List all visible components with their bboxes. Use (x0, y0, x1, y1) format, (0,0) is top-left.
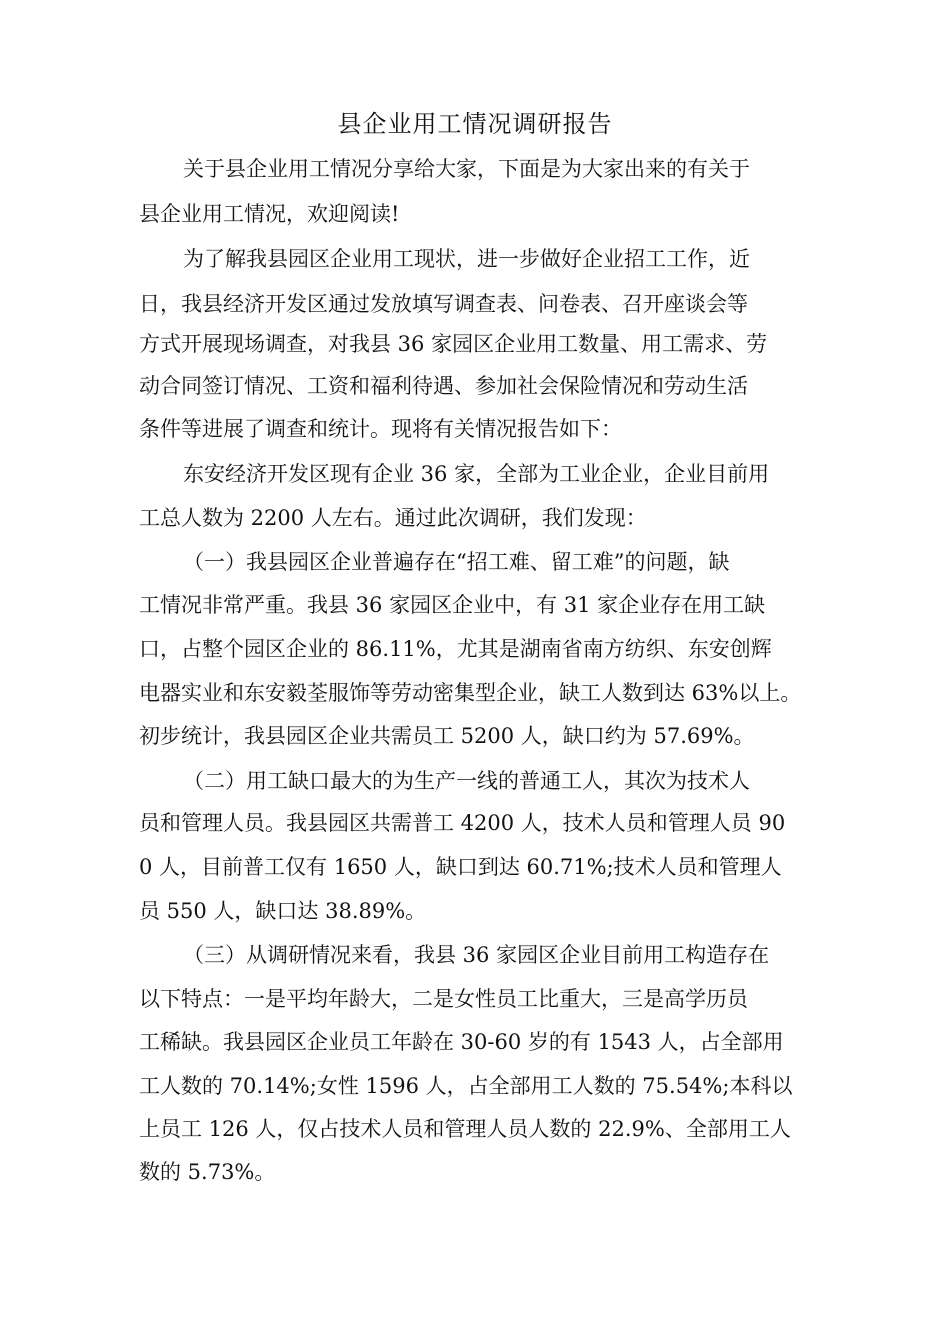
paragraph-2-line-5: 条件等进展了调查和统计。现将有关情况报告如下： (139, 417, 622, 441)
paragraph-6-line-3: 工稀缺。我县园区企业员工年龄在 30-60 岁的有 1543 人，占全部用 (139, 1030, 784, 1054)
paragraph-5-line-2: 员和管理人员。我县园区共需普工 4200 人，技术人员和管理人员 90 (139, 811, 786, 835)
paragraph-6-line-4: 工人数的 70.14%;女性 1596 人，占全部用工人数的 75.54%;本科以 (139, 1074, 793, 1098)
document-title: 县企业用工情况调研报告 (337, 110, 613, 138)
paragraph-2-line-3: 方式开展现场调查，对我县 36 家园区企业用工数量、用工需求、劳 (139, 332, 768, 356)
paragraph-5-line-4: 员 550 人，缺口达 38.89%。 (139, 899, 427, 923)
paragraph-3-line-2: 工总人数为 2200 人左右。通过此次调研，我们发现： (139, 506, 647, 530)
paragraph-4-line-1: （一）我县园区企业普遍存在“招工难、留工难”的问题，缺 (183, 550, 730, 574)
paragraph-1-line-1: 关于县企业用工情况分享给大家，下面是为大家出来的有关于 (183, 157, 750, 181)
paragraph-4-line-4: 电器实业和东安毅荃服饰等劳动密集型企业，缺工人数到达 63%以上。 (139, 681, 802, 705)
paragraph-2-line-2: 日，我县经济开发区通过发放填写调查表、问卷表、召开座谈会等 (139, 292, 748, 316)
paragraph-5-line-3: 0 人，目前普工仅有 1650 人，缺口到达 60.71%;技术人员和管理人 (139, 855, 782, 879)
paragraph-6-line-6: 数的 5.73%。 (139, 1160, 276, 1184)
paragraph-2-line-1: 为了解我县园区企业用工现状，进一步做好企业招工工作，近 (183, 247, 750, 271)
paragraph-6-line-2: 以下特点：一是平均年龄大，二是女性员工比重大，三是高学历员 (139, 987, 748, 1011)
paragraph-6-line-1: （三）从调研情况来看，我县 36 家园区企业目前用工构造存在 (183, 943, 770, 967)
paragraph-4-line-2: 工情况非常严重。我县 36 家园区企业中，有 31 家企业存在用工缺 (139, 593, 766, 617)
paragraph-2-line-4: 动合同签订情况、工资和福利待遇、参加社会保险情况和劳动生活 (139, 374, 748, 398)
paragraph-3-line-1: 东安经济开发区现有企业 36 家，全部为工业企业，企业目前用 (183, 462, 770, 486)
paragraph-4-line-5: 初步统计，我县园区企业共需员工 5200 人，缺口约为 57.69%。 (139, 724, 755, 748)
paragraph-6-line-5: 上员工 126 人，仅占技术人员和管理人员人数的 22.9%、全部用工人 (139, 1117, 791, 1141)
paragraph-5-line-1: （二）用工缺口最大的为生产一线的普通工人，其次为技术人 (183, 769, 750, 793)
paragraph-1-line-2: 县企业用工情况，欢迎阅读! (139, 202, 400, 226)
paragraph-4-line-3: 口，占整个园区企业的 86.11%，尤其是湖南省南方纺织、东安创辉 (139, 637, 772, 661)
